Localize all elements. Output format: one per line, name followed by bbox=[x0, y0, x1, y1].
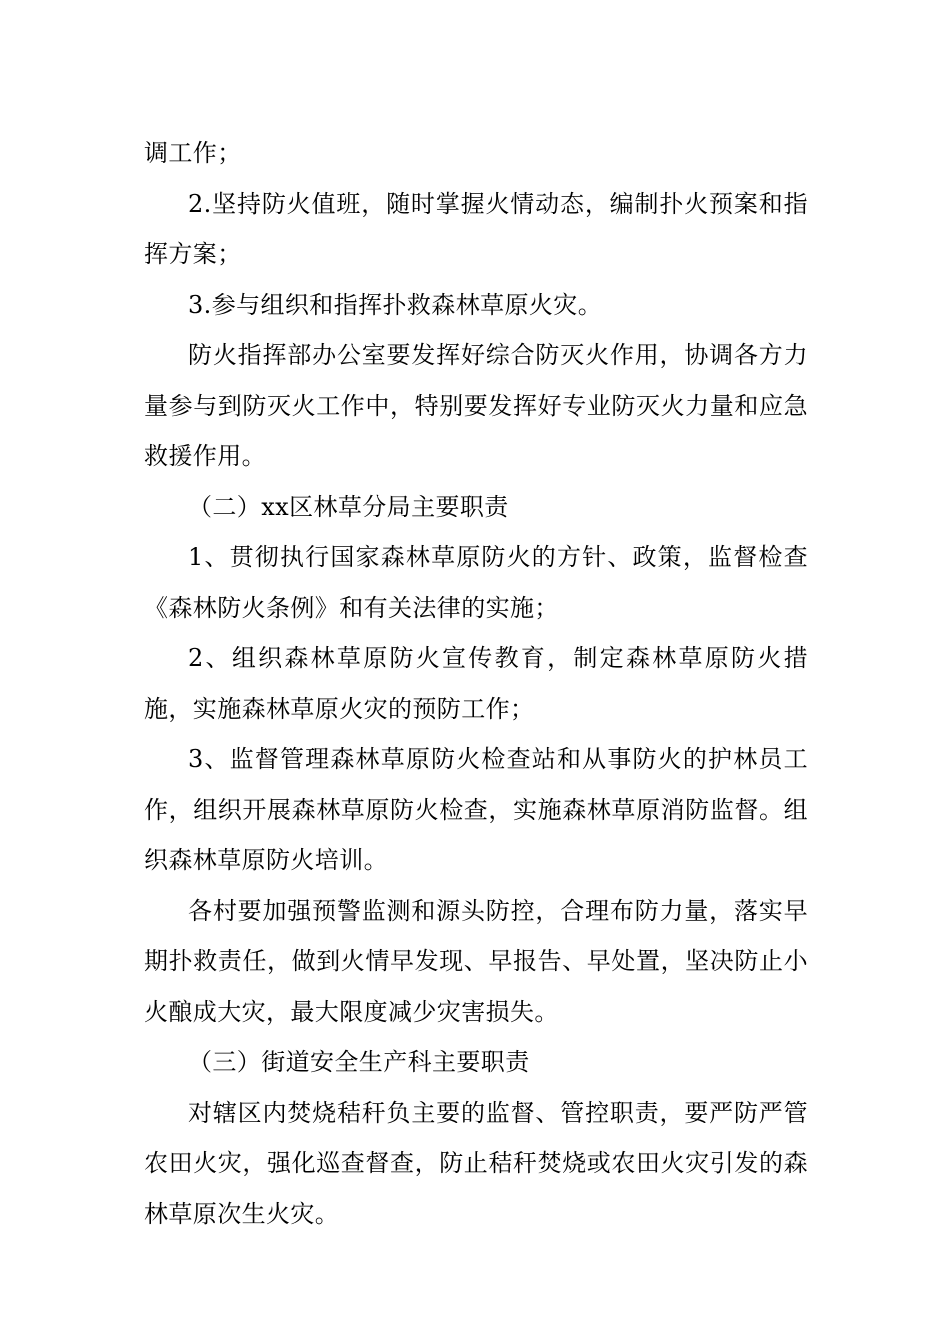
paragraph-office-role: 防火指挥部办公室要发挥好综合防灭火作用，协调各方力量参与到防灭火工作中，特别要发挥好专业防灭火力量和应急救援作用。 bbox=[144, 341, 808, 470]
section-heading-2: （二）xx区林草分局主要职责 bbox=[188, 492, 509, 521]
paragraph-duty-2: 2、组织森林草原防火宣传教育，制定森林草原防火措施，实施森林草原火灾的预防工作； bbox=[144, 644, 808, 723]
section-heading-3: （三）街道安全生产科主要职责 bbox=[188, 1048, 530, 1076]
paragraph-safety-duty: 对辖区内焚烧秸秆负主要的监督、管控职责，要严防严管农田火灾，强化巡查督查，防止秸秆焚烧或农田火灾引发的森林草原次生火灾。 bbox=[144, 1098, 808, 1228]
document-page bbox=[144, 128, 808, 1239]
paragraph-duty-1: 1、贯彻执行国家森林草原防火的方针、政策，监督检查《森林防火条例》和有关法律的实施； bbox=[144, 543, 808, 622]
paragraph-item-2: 2.坚持防火值班，随时掌握火情动态，编制扑火预案和指挥方案； bbox=[144, 189, 808, 268]
paragraph-duty-3: 3、监督管理森林草原防火检查站和从事防火的护林员工作，组织开展森林草原防火检查，实施森林草原消防监督。组织森林草原防火培训。 bbox=[144, 745, 808, 874]
paragraph-item-3: 3.参与组织和指挥扑救森林草原火灾。 bbox=[188, 290, 603, 319]
paragraph-villages: 各村要加强预警监测和源头防控，合理布防力量，落实早期扑救责任，做到火情早发现、早报告、早处置，坚决防止小火酿成大灾，最大限度减少灾害损失。 bbox=[144, 896, 808, 1026]
paragraph-continuation: 调工作； bbox=[144, 139, 242, 167]
